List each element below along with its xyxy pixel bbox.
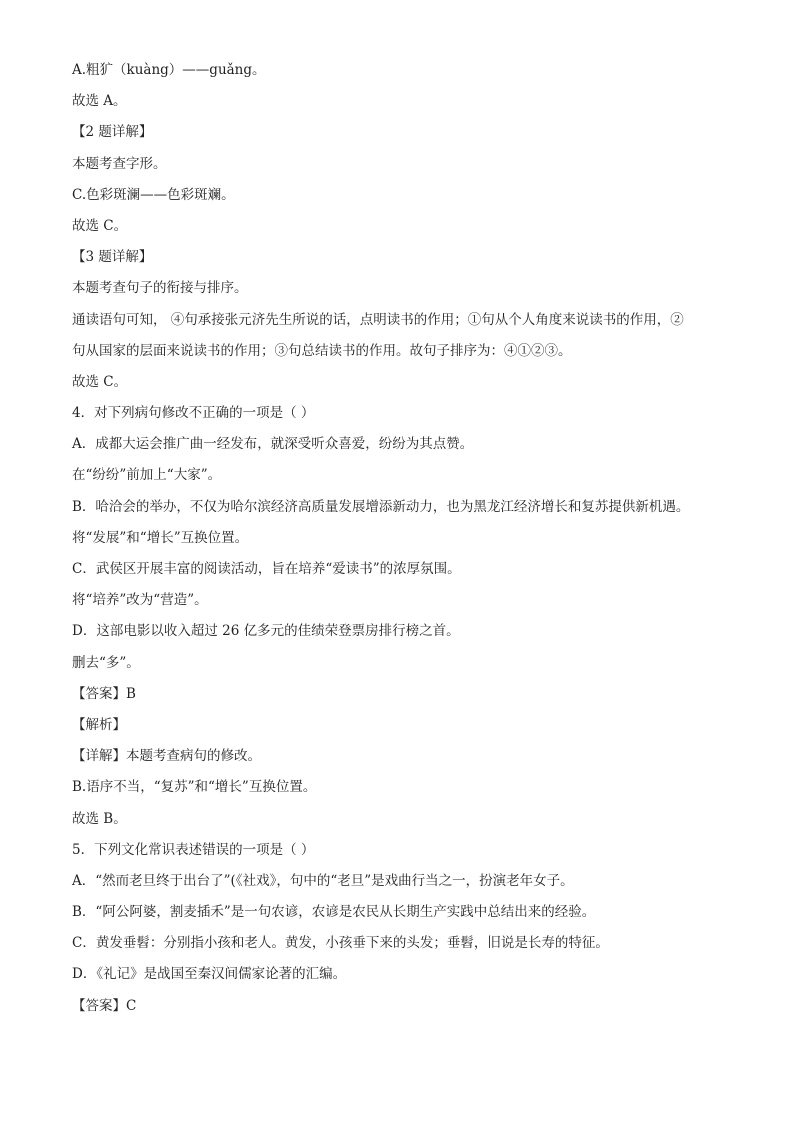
- text-line: 本题考查句子的衔接与排序。: [72, 280, 248, 297]
- text-line: 故选 A。: [72, 93, 127, 110]
- text-line: 故选 C。: [72, 373, 128, 390]
- option-line: A．“然而老旦终于出台了”(《社戏》，句中的“老旦”是戏曲行当之一，扮演老年女子。: [72, 872, 574, 889]
- option-line: C．黄发垂髫：分别指小孩和老人。黄发，小孩垂下来的头发；垂髫，旧说是长寿的特征。: [72, 935, 609, 952]
- analysis-label: 【解析】: [72, 716, 126, 733]
- text-line: 删去“多”。: [72, 654, 140, 671]
- text-line: 在“纷纷”前加上“大家”。: [72, 467, 222, 484]
- answer-label: 【答案】C: [72, 997, 137, 1014]
- question-title: 4．对下列病句修改不正确的一项是（ ）: [72, 405, 315, 422]
- text-line: B.语序不当，“复苏”和“增长”互换位置。: [72, 779, 317, 796]
- option-line: D．《礼记》是战国至秦汉间儒家论著的汇编。: [72, 966, 347, 983]
- answer-label: 【答案】B: [72, 685, 136, 702]
- option-line: B．“阿公阿婆，割麦插禾”是一句农谚，农谚是农民从长期生产实践中总结出来的经验。: [72, 904, 596, 921]
- text-line: 句从国家的层面来说读书的作用；③句总结读书的作用。故句子排序为：④①②③。: [72, 342, 572, 359]
- text-line: 通读语句可知， ④句承接张元济先生所说的话，点明读书的作用；①句从个人角度来说读书的作用，②: [72, 311, 684, 328]
- option-line: C．武侯区开展丰富的阅读活动，旨在培养“爱读书”的浓厚氛围。: [72, 561, 461, 577]
- text-line: A.粗犷（kuàng）——guǎng。: [72, 62, 266, 78]
- text-line: 将“培养”改为“营造”。: [72, 592, 208, 609]
- section-heading: 【2 题详解】: [72, 124, 153, 141]
- text-line: 【详解】本题考查病句的修改。: [72, 748, 261, 765]
- option-line: B．哈洽会的举办，不仅为哈尔滨经济高质量发展增添新动力，也为黑龙江经济增长和复苏提供新机遇。: [72, 498, 690, 515]
- text-line: C.色彩斑澜——色彩斑斓。: [72, 186, 235, 203]
- option-line: D．这部电影以收入超过 26 亿多元的佳绩荣登票房排行榜之首。: [72, 623, 460, 640]
- document-page: [72, 60, 722, 1027]
- text-line: 将“发展”和“增长”互换位置。: [72, 529, 249, 546]
- text-line: 故选 C。: [72, 217, 128, 234]
- text-line: 故选 B。: [72, 810, 127, 827]
- text-line: 本题考查字形。: [72, 155, 167, 172]
- question-title: 5．下列文化常识表述错误的一项是（ ）: [72, 841, 315, 858]
- option-line: A．成都大运会推广曲一经发布，就深受听众喜爱，纷纷为其点赞。: [72, 436, 474, 453]
- section-heading: 【3 题详解】: [72, 249, 153, 266]
